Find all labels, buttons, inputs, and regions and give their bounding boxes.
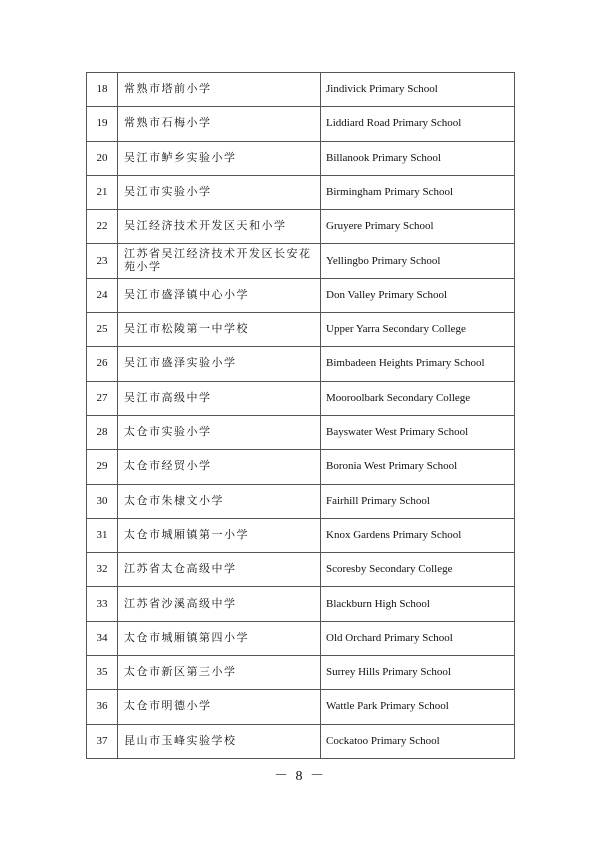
partner-school-name: Don Valley Primary School [321, 278, 515, 312]
row-number: 21 [87, 175, 118, 209]
table-row [87, 484, 515, 518]
table-row [87, 518, 515, 552]
chinese-school-name: 江苏省沙溪高级中学 [118, 587, 321, 621]
chinese-school-name: 吴江市鲈乡实验小学 [118, 141, 321, 175]
chinese-school-name: 太仓市明德小学 [118, 690, 321, 724]
row-number: 18 [87, 73, 118, 107]
chinese-school-name: 吴江经济技术开发区天和小学 [118, 210, 321, 244]
table-row [87, 141, 515, 175]
chinese-school-name: 吴江市松陵第一中学校 [118, 313, 321, 347]
table-row [87, 210, 515, 244]
row-number: 29 [87, 450, 118, 484]
chinese-school-name: 太仓市新区第三小学 [118, 656, 321, 690]
row-number: 28 [87, 415, 118, 449]
chinese-school-name: 吴江市盛泽实验小学 [118, 347, 321, 381]
chinese-school-name: 太仓市城厢镇第四小学 [118, 621, 321, 655]
table-row [87, 690, 515, 724]
table-row [87, 313, 515, 347]
row-number: 32 [87, 553, 118, 587]
chinese-school-name: 江苏省太仓高级中学 [118, 553, 321, 587]
partner-school-name: Scoresby Secondary College [321, 553, 515, 587]
row-number: 34 [87, 621, 118, 655]
chinese-school-name: 常熟市塔前小学 [118, 73, 321, 107]
partner-school-name: Liddiard Road Primary School [321, 107, 515, 141]
row-number: 23 [87, 244, 118, 278]
chinese-school-name: 吴江市盛泽镇中心小学 [118, 278, 321, 312]
chinese-school-name: 太仓市城厢镇第一小学 [118, 518, 321, 552]
table-row [87, 107, 515, 141]
chinese-school-name: 太仓市经贸小学 [118, 450, 321, 484]
partner-school-name: Boronia West Primary School [321, 450, 515, 484]
row-number: 35 [87, 656, 118, 690]
school-pairing-table [86, 72, 515, 759]
partner-school-name: Jindivick Primary School [321, 73, 515, 107]
table-row [87, 278, 515, 312]
table-row [87, 73, 515, 107]
row-number: 26 [87, 347, 118, 381]
row-number: 22 [87, 210, 118, 244]
partner-school-name: Knox Gardens Primary School [321, 518, 515, 552]
partner-school-name: Mooroolbark Secondary College [321, 381, 515, 415]
page-number: － 8 － [274, 769, 326, 784]
table-row [87, 587, 515, 621]
row-number: 37 [87, 724, 118, 758]
table-row [87, 415, 515, 449]
table-row [87, 724, 515, 758]
chinese-school-name: 吴江市高级中学 [118, 381, 321, 415]
partner-school-name: Yellingbo Primary School [321, 244, 515, 278]
partner-school-name: Upper Yarra Secondary College [321, 313, 515, 347]
chinese-school-name: 太仓市朱棣文小学 [118, 484, 321, 518]
row-number: 27 [87, 381, 118, 415]
partner-school-name: Bayswater West Primary School [321, 415, 515, 449]
chinese-school-name: 太仓市实验小学 [118, 415, 321, 449]
table-row [87, 621, 515, 655]
table-row [87, 381, 515, 415]
partner-school-name: Fairhill Primary School [321, 484, 515, 518]
row-number: 31 [87, 518, 118, 552]
partner-school-name: Wattle Park Primary School [321, 690, 515, 724]
partner-school-name: Birmingham Primary School [321, 175, 515, 209]
partner-school-name: Old Orchard Primary School [321, 621, 515, 655]
table-body [87, 73, 515, 759]
row-number: 36 [87, 690, 118, 724]
chinese-school-name: 常熟市石梅小学 [118, 107, 321, 141]
partner-school-name: Blackburn High School [321, 587, 515, 621]
partner-school-name: Gruyere Primary School [321, 210, 515, 244]
row-number: 24 [87, 278, 118, 312]
row-number: 20 [87, 141, 118, 175]
chinese-school-name: 江苏省吴江经济技术开发区长安花苑小学 [118, 244, 321, 278]
table-row [87, 175, 515, 209]
table-row [87, 450, 515, 484]
table-row [87, 553, 515, 587]
chinese-school-name: 昆山市玉峰实验学校 [118, 724, 321, 758]
row-number: 25 [87, 313, 118, 347]
table-row [87, 347, 515, 381]
row-number: 19 [87, 107, 118, 141]
row-number: 30 [87, 484, 118, 518]
partner-school-name: Cockatoo Primary School [321, 724, 515, 758]
partner-school-name: Surrey Hills Primary School [321, 656, 515, 690]
row-number: 33 [87, 587, 118, 621]
chinese-school-name: 吴江市实验小学 [118, 175, 321, 209]
partner-school-name: Bimbadeen Heights Primary School [321, 347, 515, 381]
table-row [87, 244, 515, 278]
partner-school-name: Billanook Primary School [321, 141, 515, 175]
table-row [87, 656, 515, 690]
